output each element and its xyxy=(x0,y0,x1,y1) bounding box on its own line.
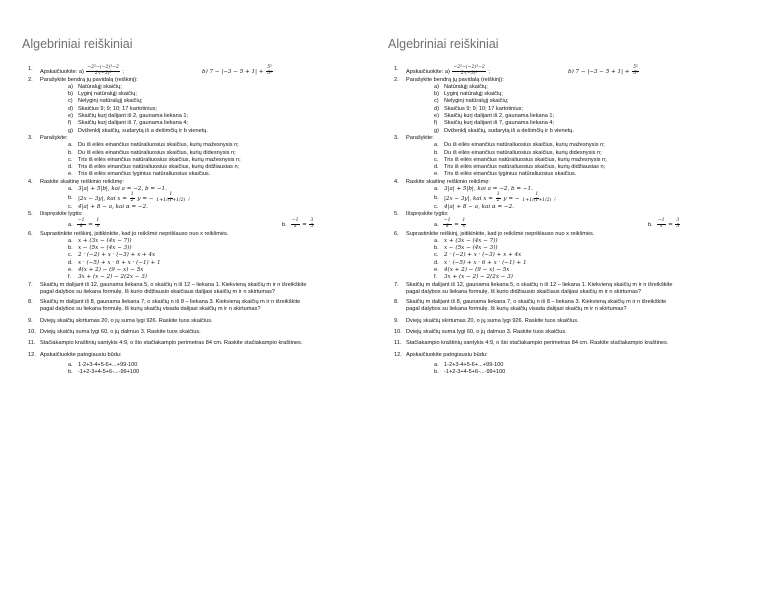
fraction: $\frac{1}{1+1/(1+1/2)}$ xyxy=(522,192,552,204)
fraction: $\frac{1}{1+1/(1+1/2)}$ xyxy=(156,192,186,204)
question-9 xyxy=(28,318,380,325)
subitem xyxy=(28,98,380,105)
question-4 xyxy=(394,179,746,186)
question-text: Skaičių m dalijant iš 8, gaunama liekana 7, o skaičių n iš 8 – liekana 3. Kiekvieną skaičių m ir n išreikškite pagal dalybos su liekana formulę. Iš kurių skaičių visada dalijasi skaičių m ir n skirtumas? xyxy=(406,299,667,313)
subitem-letter: b. xyxy=(68,245,73,252)
subitem-text: Skaičių kurį dalijant iš 7, gaunama liekana 4; xyxy=(444,120,555,127)
subitem-text: Nelyginį natūralųjį skaičių; xyxy=(444,98,509,105)
subitem: b. |2x − 3y|, kai x = $\frac{1}{2}$ y = − $\frac{1}{1+1/(1+1/2)}$ ; xyxy=(434,192,556,204)
subitem-letter: b. xyxy=(68,369,73,376)
subitem-text: Skaičių kurį dalijant iš 7, gaunama liekana 4; xyxy=(78,120,189,127)
subitem xyxy=(394,113,746,120)
subitem: b. |2x − 3y|, kai x = $\frac{1}{2}$ y = − $\frac{1}{1+1/(1+1/2)}$ ; xyxy=(68,192,190,204)
subitem-text: Du iš eilės einančius natūraliuosius skaičius, kurių mažesnysis n; xyxy=(444,142,605,149)
subitem-text: Natūralųjį skaičių; xyxy=(78,83,122,90)
question-number: 2. xyxy=(394,76,399,83)
worksheet-body xyxy=(394,66,746,377)
subitem-letter: c. xyxy=(68,156,73,163)
subitem-text: Nelyginį natūralųjį skaičių; xyxy=(78,98,143,105)
subitem xyxy=(394,150,746,157)
worksheet-body xyxy=(28,66,380,377)
question-number: 9. xyxy=(28,317,33,324)
worksheet-right xyxy=(380,0,748,594)
subitem-text: Skaičių kurį dalijant iš 2, gaunama liekana 1; xyxy=(444,113,555,120)
subitem-letter: b. xyxy=(434,245,439,252)
subitem-letter: a. xyxy=(68,142,73,149)
fraction: $\frac{-1}{x}$ xyxy=(291,217,299,229)
question-text: Parašykite: xyxy=(406,134,434,141)
question-text: Parašykite bendrą jų pavidalą (reiškinį): xyxy=(406,76,504,83)
equation-pair: a. $\frac{-1}{8}$ = $\frac{1}{x}$ b. $\frac{-1}{x}$ = $\frac{3}{5}$ xyxy=(434,217,680,229)
subitem-text: 1-2+3-4+5-6+...+99-100 xyxy=(78,361,138,368)
subitem-text: x · (−5) + x · 6 + x · (−1) + 1 xyxy=(444,259,527,266)
subitem xyxy=(28,128,380,135)
subitem-letter: d. xyxy=(68,259,73,266)
fraction: $\frac{\text{−2²−(−2)³−2}}{\text{2·(−3)²}}$ xyxy=(87,65,119,76)
fraction: $\frac{1}{2}$ xyxy=(496,192,500,204)
fraction: $\frac{1}{x}$ xyxy=(96,217,100,229)
subitem-text: x − (5x − (4x − 3)) xyxy=(78,245,132,252)
subitem xyxy=(28,238,380,245)
subitem-letter: a. xyxy=(68,361,73,368)
question-text: Skaičių m dalijant iš 12, gaunama liekana 5, o skaičių n iš 12 – liekana 1. Kiekvieną skaičių m ir n išreikškite pagal dalybos su liekana formulę. Iš kurio didžiausio skaičiaus dalijasi skaičių m ir n skirtumas? xyxy=(40,281,307,295)
subitem-text: x + (3x − (4x − 7)) xyxy=(444,237,498,244)
equation-pair: a. $\frac{-1}{8}$ = $\frac{1}{x}$ b. $\frac{-1}{x}$ = $\frac{3}{5}$ xyxy=(68,217,314,229)
fraction: $\frac{-1}{8}$ xyxy=(443,217,451,229)
question-3 xyxy=(28,135,380,142)
subitem-text: Lyginį natūralųjį skaičių; xyxy=(78,91,137,98)
question-2 xyxy=(394,77,746,84)
subitem xyxy=(28,369,380,376)
question-4 xyxy=(28,179,380,186)
subitem xyxy=(28,142,380,149)
subitem: a. 3|a| + 5|b|, kai a = −2, b = −1. xyxy=(68,186,167,193)
subitem-letter: b. xyxy=(434,149,439,156)
question-number: 5. xyxy=(28,211,33,218)
question-7 xyxy=(28,282,380,297)
subitem-text: x + (3x − (4x − 7)) xyxy=(78,237,132,244)
question-text: Suprastinkite reiškinį, įsitikinkite, kad jo reikšmė nepriklauso nuo x reikšmės. xyxy=(40,230,229,237)
question-number: 9. xyxy=(394,317,399,324)
subitem-letter: c) xyxy=(434,98,439,105)
question-number: 12. xyxy=(394,351,402,358)
subitem-letter: f) xyxy=(68,120,72,127)
subitem-letter: a) xyxy=(434,83,439,90)
worksheet-title: Algebriniai reiškiniai xyxy=(22,37,133,51)
question-text: Apskaičiuokite patogiausiu būdu: xyxy=(40,351,122,358)
subitem xyxy=(394,91,746,98)
subitem-letter: a. xyxy=(434,361,439,368)
question-1: 1. Apskaičiuokite: a) $\frac{\text{−2²−(−2)³−2}}{\text{2·(−3)²}}$ ; b) 7 − |−3 − 5 + 1| + $\frac{\text{5²}}{\text{5³}}$ xyxy=(394,65,638,76)
question-number: 11. xyxy=(394,340,402,347)
question-number: 8. xyxy=(28,299,33,306)
question-text: Raskite skaitinę reiškinio reikšmę: xyxy=(40,178,124,185)
subitem-text: Tris iš eilės einančius natūraliuosius skaičius, kurių didžiausias n; xyxy=(78,164,240,171)
subitem xyxy=(394,142,746,149)
subitem-letter: b. xyxy=(68,149,73,156)
subitem-text: Dviženklį skaičių, sudarytą iš a dešimčių ir b vienetų. xyxy=(78,127,208,134)
question-number: 3. xyxy=(28,134,33,141)
question-number: 4. xyxy=(28,178,33,185)
question-text: Dviejų skaičių skirtumas 20, o jų suma lygi 926. Raskite tuos skaičius. xyxy=(40,317,213,324)
subitem-letter: c. xyxy=(434,252,439,259)
subitem xyxy=(28,362,380,369)
question-number: 1. xyxy=(394,66,399,72)
subitem-letter: e. xyxy=(68,171,73,178)
subitem-list xyxy=(394,362,746,377)
question-1: 1. Apskaičiuokite: a) $\frac{\text{−2²−(−2)³−2}}{\text{2·(−3)²}}$ ; b) 7 − |−3 − 5 + 1| + $\frac{\text{5²}}{\text{5³}}$ xyxy=(28,65,272,76)
question-number: 8. xyxy=(394,299,399,306)
subitem xyxy=(28,150,380,157)
subitem-letter: e. xyxy=(434,171,439,178)
subitem-text: Du iš eilės einančius natūraliuosius skaičius, kurių mažesnysis n; xyxy=(78,142,239,149)
subitem-letter: e) xyxy=(434,113,439,120)
question-number: 2. xyxy=(28,76,33,83)
subitem-letter: a) xyxy=(68,83,73,90)
question-text: Dviejų skaičių suma lygi 60, o jų dalmuo 3. Raskite tuos skaičius. xyxy=(406,329,567,336)
subitem-text: Dviženklį skaičių, sudarytą iš a dešimčių ir b vienetų. xyxy=(444,127,574,134)
subitem: c. 4|a| + 8 − a, kai α = −2. xyxy=(68,204,148,211)
question-number: 7. xyxy=(28,281,33,288)
subitem-list xyxy=(28,142,380,178)
fraction: $\frac{1}{2}$ xyxy=(130,192,134,204)
subitem-text: 4(x + 2) − (9 − x) − 5x xyxy=(444,267,510,273)
question-text: Skaičių m dalijant iš 12, gaunama liekana 5, o skaičių n iš 12 – liekana 1. Kiekvieną skaičių m ir n išreikškite pagal dalybos su liekana formulę. Iš kurio didžiausio skaičiaus dalijasi skaičių m ir n skirtumas? xyxy=(406,281,673,295)
subitem-text: 1-2+3-4+5-6+...+99-100 xyxy=(444,361,504,368)
question-10 xyxy=(28,329,380,336)
subitem-text: Du iš eilės einančius natūraliuosius skaičius, kurių didesnysis n; xyxy=(444,149,602,156)
subitem-text: 2 · (−2) + x · (−3) + x + 4x xyxy=(78,252,156,259)
question-number: 12. xyxy=(28,351,36,358)
fraction: $\frac{3}{5}$ xyxy=(676,217,680,229)
subitem xyxy=(394,120,746,127)
question-12 xyxy=(28,352,380,359)
subitem xyxy=(28,171,380,178)
question-number: 6. xyxy=(394,230,399,237)
fraction: $\frac{-1}{x}$ xyxy=(657,217,665,229)
subitem-list xyxy=(394,142,746,178)
subitem xyxy=(28,260,380,267)
fraction: $\frac{1}{x}$ xyxy=(462,217,466,229)
subitem-list xyxy=(28,238,380,282)
subitem-list xyxy=(394,84,746,135)
subitem-letter: e) xyxy=(68,113,73,120)
question-number: 5. xyxy=(394,211,399,218)
subitem xyxy=(394,164,746,171)
subitem xyxy=(394,369,746,376)
subitem xyxy=(394,84,746,91)
subitem-text: Tris iš eilės einančius natūraliuosius skaičius, kurių didžiausias n; xyxy=(444,164,606,171)
subitem-text: Tris iš eilės einančius natūraliuosius skaičius, kurių mažesnysis n; xyxy=(444,156,607,163)
subitem-letter: f. xyxy=(434,274,438,281)
subitem-letter: c. xyxy=(434,156,439,163)
question-number: 10. xyxy=(28,329,36,336)
subitem xyxy=(394,171,746,178)
question-8 xyxy=(394,299,746,314)
subitem: c. 4|a| + 8 − a, kai α = −2. xyxy=(434,204,514,211)
question-3 xyxy=(394,135,746,142)
question-number: 7. xyxy=(394,281,399,288)
question-11 xyxy=(28,340,380,347)
subitem-text: 3x + (x − 2) − 2(2x − 3) xyxy=(78,274,147,281)
subitem xyxy=(394,274,746,281)
subitem xyxy=(28,120,380,127)
question-part-b: b) 7 − |−3 − 5 + 1| + xyxy=(568,68,632,75)
subitem xyxy=(28,113,380,120)
subitem-text: Skaičius 9; 9; 10; 17 kartotinius; xyxy=(444,105,523,112)
subitem-letter: f) xyxy=(434,120,438,127)
fraction: $\frac{3}{5}$ xyxy=(310,217,314,229)
subitem xyxy=(28,157,380,164)
fraction: $\frac{\text{−2²−(−2)³−2}}{\text{2·(−3)²}}$ xyxy=(453,65,485,76)
subitem xyxy=(394,157,746,164)
fraction: $\frac{-1}{8}$ xyxy=(77,217,85,229)
subitem xyxy=(28,252,380,259)
question-text: Išspręskite lygtis: xyxy=(40,211,83,218)
question-text: Dviejų skaičių skirtumas 20, o jų suma lygi 926. Raskite tuos skaičius. xyxy=(406,317,579,324)
question-text: Parašykite bendrą jų pavidalą (reiškinį): xyxy=(40,76,138,83)
question-text: Stačiakampio kraštinių santykis 4:9, o šio stačiakampio perimetras 84 cm. Raskite stačiakampio kraštines. xyxy=(406,340,669,347)
question-text: Stačiakampio kraštinių santykis 4:9, o šio stačiakampio perimetras 84 cm. Raskite stačiakampio kraštines. xyxy=(40,340,303,347)
fraction: $\frac{\text{5²}}{\text{5³}}$ xyxy=(633,65,638,76)
subitem-text: x · (−5) + x · 6 + x · (−1) + 1 xyxy=(78,259,161,266)
subitem-text: 2 · (−2) + x · (−3) + x + 4x xyxy=(444,252,522,259)
subitem-text: x − (5x − (4x − 3)) xyxy=(444,245,498,252)
subitem xyxy=(28,91,380,98)
subitem-letter: d. xyxy=(434,259,439,266)
subitem xyxy=(394,128,746,135)
question-text: Apskaičiuokite: a) xyxy=(406,68,450,75)
subitem xyxy=(28,164,380,171)
subitem xyxy=(394,252,746,259)
subitem-letter: d) xyxy=(434,105,439,112)
question-number: 1. xyxy=(28,66,33,72)
question-11 xyxy=(394,340,746,347)
question-number: 4. xyxy=(394,178,399,185)
subitem-letter: e. xyxy=(68,267,73,273)
subitem-letter: g) xyxy=(434,127,439,134)
subitem-text: Skaičius 9; 9; 10; 17 kartotinius; xyxy=(78,105,157,112)
question-number: 6. xyxy=(28,230,33,237)
subitem-letter: d. xyxy=(434,164,439,171)
worksheet-title: Algebriniai reiškiniai xyxy=(388,37,499,51)
question-text: Parašykite: xyxy=(40,134,68,141)
question-2 xyxy=(28,77,380,84)
subitem-letter: e. xyxy=(434,267,439,273)
subitem-letter: c) xyxy=(68,98,73,105)
worksheet-left xyxy=(14,0,382,594)
subitem-letter: b) xyxy=(68,91,73,98)
question-text: Apskaičiuokite: a) xyxy=(40,68,84,75)
question-text: Suprastinkite reiškinį, įsitikinkite, kad jo reikšmė nepriklauso nuo x reikšmės. xyxy=(406,230,595,237)
question-number: 3. xyxy=(394,134,399,141)
question-12 xyxy=(394,352,746,359)
question-number: 10. xyxy=(394,329,402,336)
subitem xyxy=(28,84,380,91)
subitem-text: -1+2-3+4-5+6-...-99+100 xyxy=(78,369,140,376)
subitem-letter: b) xyxy=(434,91,439,98)
subitem xyxy=(394,362,746,369)
subitem xyxy=(394,260,746,267)
question-6 xyxy=(28,231,380,238)
question-10 xyxy=(394,329,746,336)
subitem xyxy=(28,106,380,113)
subitem: a. 3|a| + 5|b|, kai a = −2, b = −1. xyxy=(434,186,533,193)
subitem-text: Tris iš eilės einančius lyginius natūraliuosius skaičius. xyxy=(78,171,211,178)
subitem-letter: a. xyxy=(434,237,439,244)
question-9 xyxy=(394,318,746,325)
subitem-text: Du iš eilės einančius natūraliuosius skaičius, kurių didesnysis n; xyxy=(78,149,236,156)
subitem-letter: d) xyxy=(68,105,73,112)
question-6 xyxy=(394,231,746,238)
fraction: $\frac{\text{5²}}{\text{5³}}$ xyxy=(267,65,272,76)
subitem xyxy=(28,274,380,281)
subitem-text: 3x + (x − 2) − 2(2x − 3) xyxy=(444,274,513,281)
subitem xyxy=(394,238,746,245)
subitem-list xyxy=(394,238,746,282)
subitem-letter: a. xyxy=(68,237,73,244)
question-number: 11. xyxy=(28,340,36,347)
subitem-letter: g) xyxy=(68,127,73,134)
subitem xyxy=(394,106,746,113)
subitem-letter: a. xyxy=(434,142,439,149)
subitem-letter: f. xyxy=(68,274,72,281)
subitem xyxy=(394,98,746,105)
question-text: Išspręskite lygtis: xyxy=(406,211,449,218)
subitem-text: Natūralųjį skaičių; xyxy=(444,83,488,90)
question-8 xyxy=(28,299,380,314)
question-7 xyxy=(394,282,746,297)
question-part-b: b) 7 − |−3 − 5 + 1| + xyxy=(202,68,266,75)
subitem-text: Tris iš eilės einančius natūraliuosius skaičius, kurių mažesnysis n; xyxy=(78,156,241,163)
question-text: Skaičių m dalijant iš 8, gaunama liekana 7, o skaičių n iš 8 – liekana 3. Kiekvieną skaičių m ir n išreikškite pagal dalybos su liekana formulę. Iš kurių skaičių visada dalijasi skaičių m ir n skirtumas? xyxy=(40,299,301,313)
question-text: Dviejų skaičių suma lygi 60, o jų dalmuo 3. Raskite tuos skaičius. xyxy=(40,329,201,336)
subitem-text: 4(x + 2) − (9 − x) − 5x xyxy=(78,267,144,273)
subitem-text: -1+2-3+4-5+6-...-99+100 xyxy=(444,369,506,376)
subitem-text: Lyginį natūralųjį skaičių; xyxy=(444,91,503,98)
question-text: Apskaičiuokite patogiausiu būdu: xyxy=(406,351,488,358)
subitem-letter: c. xyxy=(68,252,73,259)
subitem-list xyxy=(28,362,380,377)
subitem-letter: d. xyxy=(68,164,73,171)
question-text: Raskite skaitinę reiškinio reikšmę: xyxy=(406,178,490,185)
subitem-text: Skaičių kurį dalijant iš 2, gaunama liekana 1; xyxy=(78,113,189,120)
subitem-letter: b. xyxy=(434,369,439,376)
subitem-list xyxy=(28,84,380,135)
subitem-text: Tris iš eilės einančius lyginius natūraliuosius skaičius. xyxy=(444,171,577,178)
